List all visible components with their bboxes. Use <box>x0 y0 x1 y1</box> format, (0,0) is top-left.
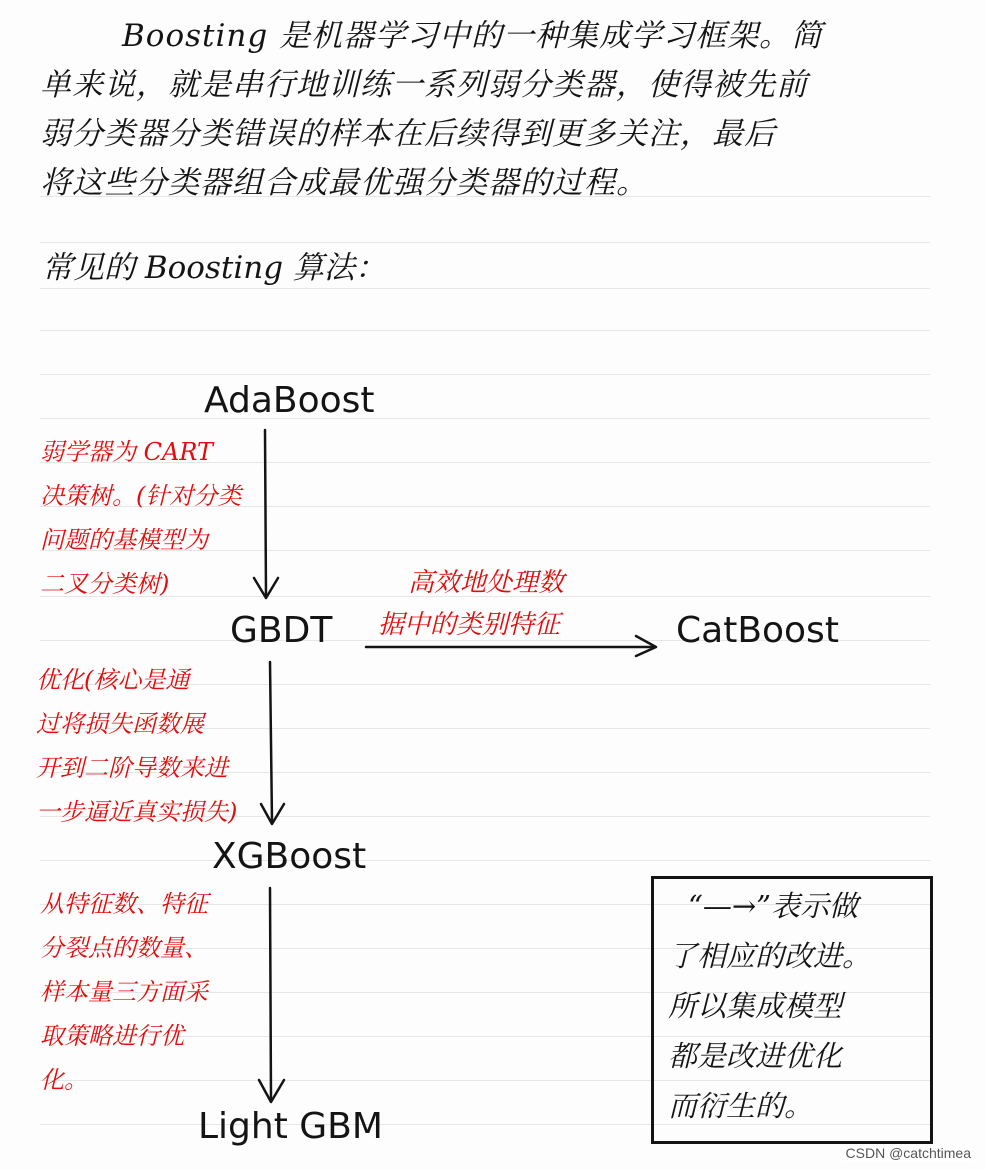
note-line: 高效地处理数 <box>408 568 565 598</box>
note-gbdt-to-xgboost <box>36 658 237 834</box>
note-line: 弱学器为 CART <box>40 438 213 466</box>
note-line: 从特征数、特征 <box>40 890 208 918</box>
note-line: 样本量三方面采 <box>40 978 208 1006</box>
note-line: 问题的基模型为 <box>40 526 208 554</box>
note-line: 过将损失函数展 <box>36 710 204 738</box>
arrow-gbdt-to-xgboost <box>270 662 272 822</box>
legend-line: 都是改进优化 <box>668 1039 843 1073</box>
note-line: 二叉分类树) <box>40 570 170 598</box>
legend-line: 所以集成模型 <box>668 989 843 1023</box>
note-line: 取策略进行优 <box>40 1022 184 1050</box>
intro-line: 弱分类器分类错误的样本在后续得到更多关注，最后 <box>40 116 776 152</box>
arrow-ada-to-gbdt <box>265 430 266 596</box>
algorithms-heading: 常见的 Boosting 算法： <box>42 250 386 286</box>
intro-line: Boosting 是机器学习中的一种集成学习框架。简 <box>122 18 824 54</box>
node-xgboost: XGBoost <box>212 836 367 877</box>
intro-line: 单来说，就是串行地训练一系列弱分类器，使得被先前 <box>40 67 808 103</box>
note-xgboost-to-lightgbm <box>40 882 208 1102</box>
node-gbdt: GBDT <box>230 610 333 651</box>
legend-line: 而衍生的。 <box>668 1089 814 1123</box>
note-line: 分裂点的数量、 <box>40 934 208 962</box>
watermark: CSDN @catchtimea <box>845 1145 971 1161</box>
legend-box <box>651 876 933 1144</box>
node-catboost: CatBoost <box>676 610 839 651</box>
legend-line: 了相应的改进。 <box>668 939 872 973</box>
node-adaboost: AdaBoost <box>204 380 375 421</box>
note-gbdt-to-catboost <box>378 562 564 646</box>
legend-text <box>668 881 871 1131</box>
note-line: 决策树。(针对分类 <box>40 482 242 510</box>
note-line: 一步逼近真实损失) <box>36 798 238 826</box>
note-line: 开到二阶导数来进 <box>36 754 228 782</box>
intro-line: 将这些分类器组合成最优强分类器的过程。 <box>40 165 648 201</box>
note-line: 化。 <box>40 1066 88 1094</box>
note-line: 优化(核心是通 <box>36 666 190 694</box>
legend-line: “—→”表示做 <box>688 889 858 923</box>
note-line: 据中的类别特征 <box>378 610 561 640</box>
note-ada-to-gbdt <box>40 430 241 606</box>
node-lightgbm: Light GBM <box>198 1106 383 1147</box>
arrow-xgboost-to-lightgbm <box>270 888 271 1100</box>
